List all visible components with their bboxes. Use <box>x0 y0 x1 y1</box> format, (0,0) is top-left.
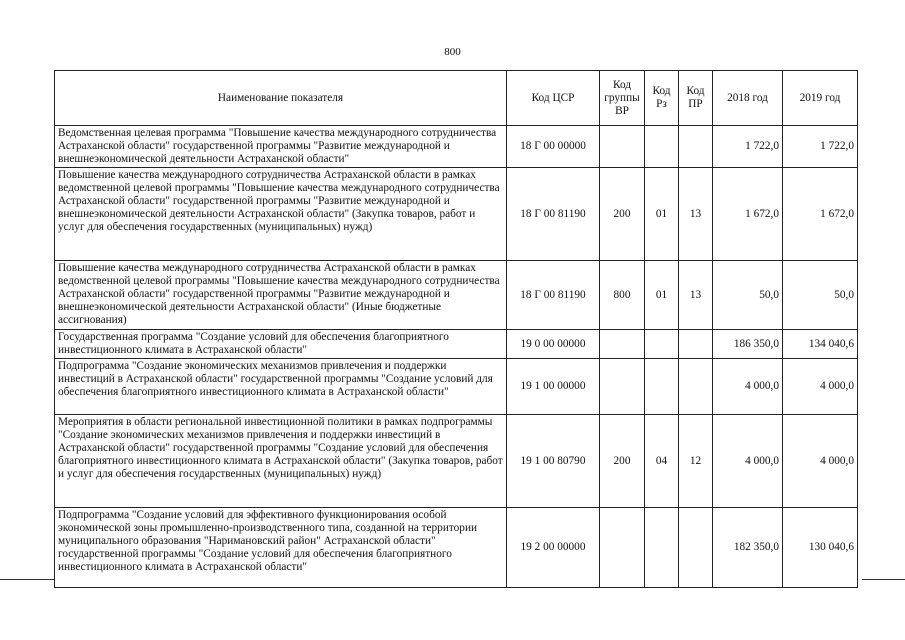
row-csr: 19 1 00 80790 <box>507 415 600 508</box>
table-row <box>55 508 858 588</box>
row-name: Ведомственная целевая программа "Повышение качества международного сотрудничества Астраханской области" государственной программы "Развитие международной и внешнеэкономической деятельности Астраханской области" <box>55 126 507 168</box>
header-row <box>55 71 858 126</box>
row-csr: 18 Г 00 00000 <box>507 126 600 168</box>
row-2019: 4 000,0 <box>783 415 858 508</box>
row-2018: 50,0 <box>713 261 783 330</box>
table-row <box>55 359 858 415</box>
budget-table <box>54 70 858 588</box>
row-rz: 01 <box>645 261 679 330</box>
table-row <box>55 261 858 330</box>
row-csr: 19 2 00 00000 <box>507 508 600 588</box>
row-name: Повышение качества международного сотрудничества Астраханской области в рамках ведомственной целевой программы "Повышение качества международного сотрудничества Астраханской области" государственной программы "Развитие международной и внешнеэкономической деятельности Астраханской области" (Иные бюджетные ассигнования) <box>55 261 507 330</box>
row-name: Государственная программа "Создание условий для обеспечения благоприятного инвестиционного климата в Астраханской области" <box>55 330 507 359</box>
row-vr <box>600 330 645 359</box>
row-pr <box>679 330 713 359</box>
row-vr: 200 <box>600 168 645 261</box>
row-name: Подпрограмма "Создание экономических механизмов привлечения и поддержки инвестиций в Астраханской области" государственной программы "Создание условий для обеспечения благоприятного инвестиционного климата в Астраханской области" <box>55 359 507 415</box>
table-row <box>55 330 858 359</box>
row-rz <box>645 330 679 359</box>
row-csr: 19 1 00 00000 <box>507 359 600 415</box>
header-vr: Код группы ВР <box>600 71 645 126</box>
row-2019: 130 040,6 <box>783 508 858 588</box>
row-rz: 04 <box>645 415 679 508</box>
row-2018: 1 722,0 <box>713 126 783 168</box>
row-pr <box>679 359 713 415</box>
row-rz <box>645 126 679 168</box>
row-rz <box>645 359 679 415</box>
page-edge-line-right <box>862 579 905 580</box>
row-2019: 134 040,6 <box>783 330 858 359</box>
row-2018: 4 000,0 <box>713 415 783 508</box>
row-2019: 4 000,0 <box>783 359 858 415</box>
row-pr: 12 <box>679 415 713 508</box>
row-name: Мероприятия в области региональной инвестиционной политики в рамках подпрограммы "Создание экономических механизмов привлечения и поддержки инвестиций в Астраханской области" государственной программы "Создание условий для обеспечения благоприятного инвестиционного климата в Астраханской области" (Закупка товаров, работ и услуг для обеспечения государственных (муниципальных) нужд) <box>55 415 507 508</box>
table-row <box>55 168 858 261</box>
row-2018: 186 350,0 <box>713 330 783 359</box>
row-vr <box>600 126 645 168</box>
row-2019: 50,0 <box>783 261 858 330</box>
row-vr <box>600 508 645 588</box>
row-2018: 1 672,0 <box>713 168 783 261</box>
row-vr: 200 <box>600 415 645 508</box>
table-row <box>55 415 858 508</box>
row-name: Повышение качества международного сотрудничества Астраханской области в рамках ведомственной целевой программы "Повышение качества международного сотрудничества Астраханской области" государственной программы "Развитие международной и внешнеэкономической деятельности Астраханской области" (Закупка товаров, работ и услуг для обеспечения государственных (муниципальных) нужд) <box>55 168 507 261</box>
row-name: Подпрограмма "Создание условий для эффективного функционирования особой экономической зоны промышленно-производственного типа, созданной на территории муниципального образования "Наримановский район" Астраханской области" государственной программы "Создание условий для обеспечения благоприятного инвестиционного климата в Астраханской области" <box>55 508 507 588</box>
row-pr <box>679 508 713 588</box>
header-pr: Код ПР <box>679 71 713 126</box>
page-edge-line-left <box>0 579 54 580</box>
row-vr: 800 <box>600 261 645 330</box>
row-vr <box>600 359 645 415</box>
row-rz <box>645 508 679 588</box>
row-pr: 13 <box>679 168 713 261</box>
header-rz: Код Рз <box>645 71 679 126</box>
row-rz: 01 <box>645 168 679 261</box>
row-csr: 18 Г 00 81190 <box>507 261 600 330</box>
row-2019: 1 722,0 <box>783 126 858 168</box>
row-2018: 182 350,0 <box>713 508 783 588</box>
row-pr <box>679 126 713 168</box>
row-pr: 13 <box>679 261 713 330</box>
header-csr: Код ЦСР <box>507 71 600 126</box>
header-2018: 2018 год <box>713 71 783 126</box>
row-2019: 1 672,0 <box>783 168 858 261</box>
header-2019: 2019 год <box>783 71 858 126</box>
row-csr: 18 Г 00 81190 <box>507 168 600 261</box>
page-number: 800 <box>444 46 461 58</box>
row-2018: 4 000,0 <box>713 359 783 415</box>
table-row <box>55 126 858 168</box>
row-csr: 19 0 00 00000 <box>507 330 600 359</box>
header-name: Наименование показателя <box>55 71 507 126</box>
